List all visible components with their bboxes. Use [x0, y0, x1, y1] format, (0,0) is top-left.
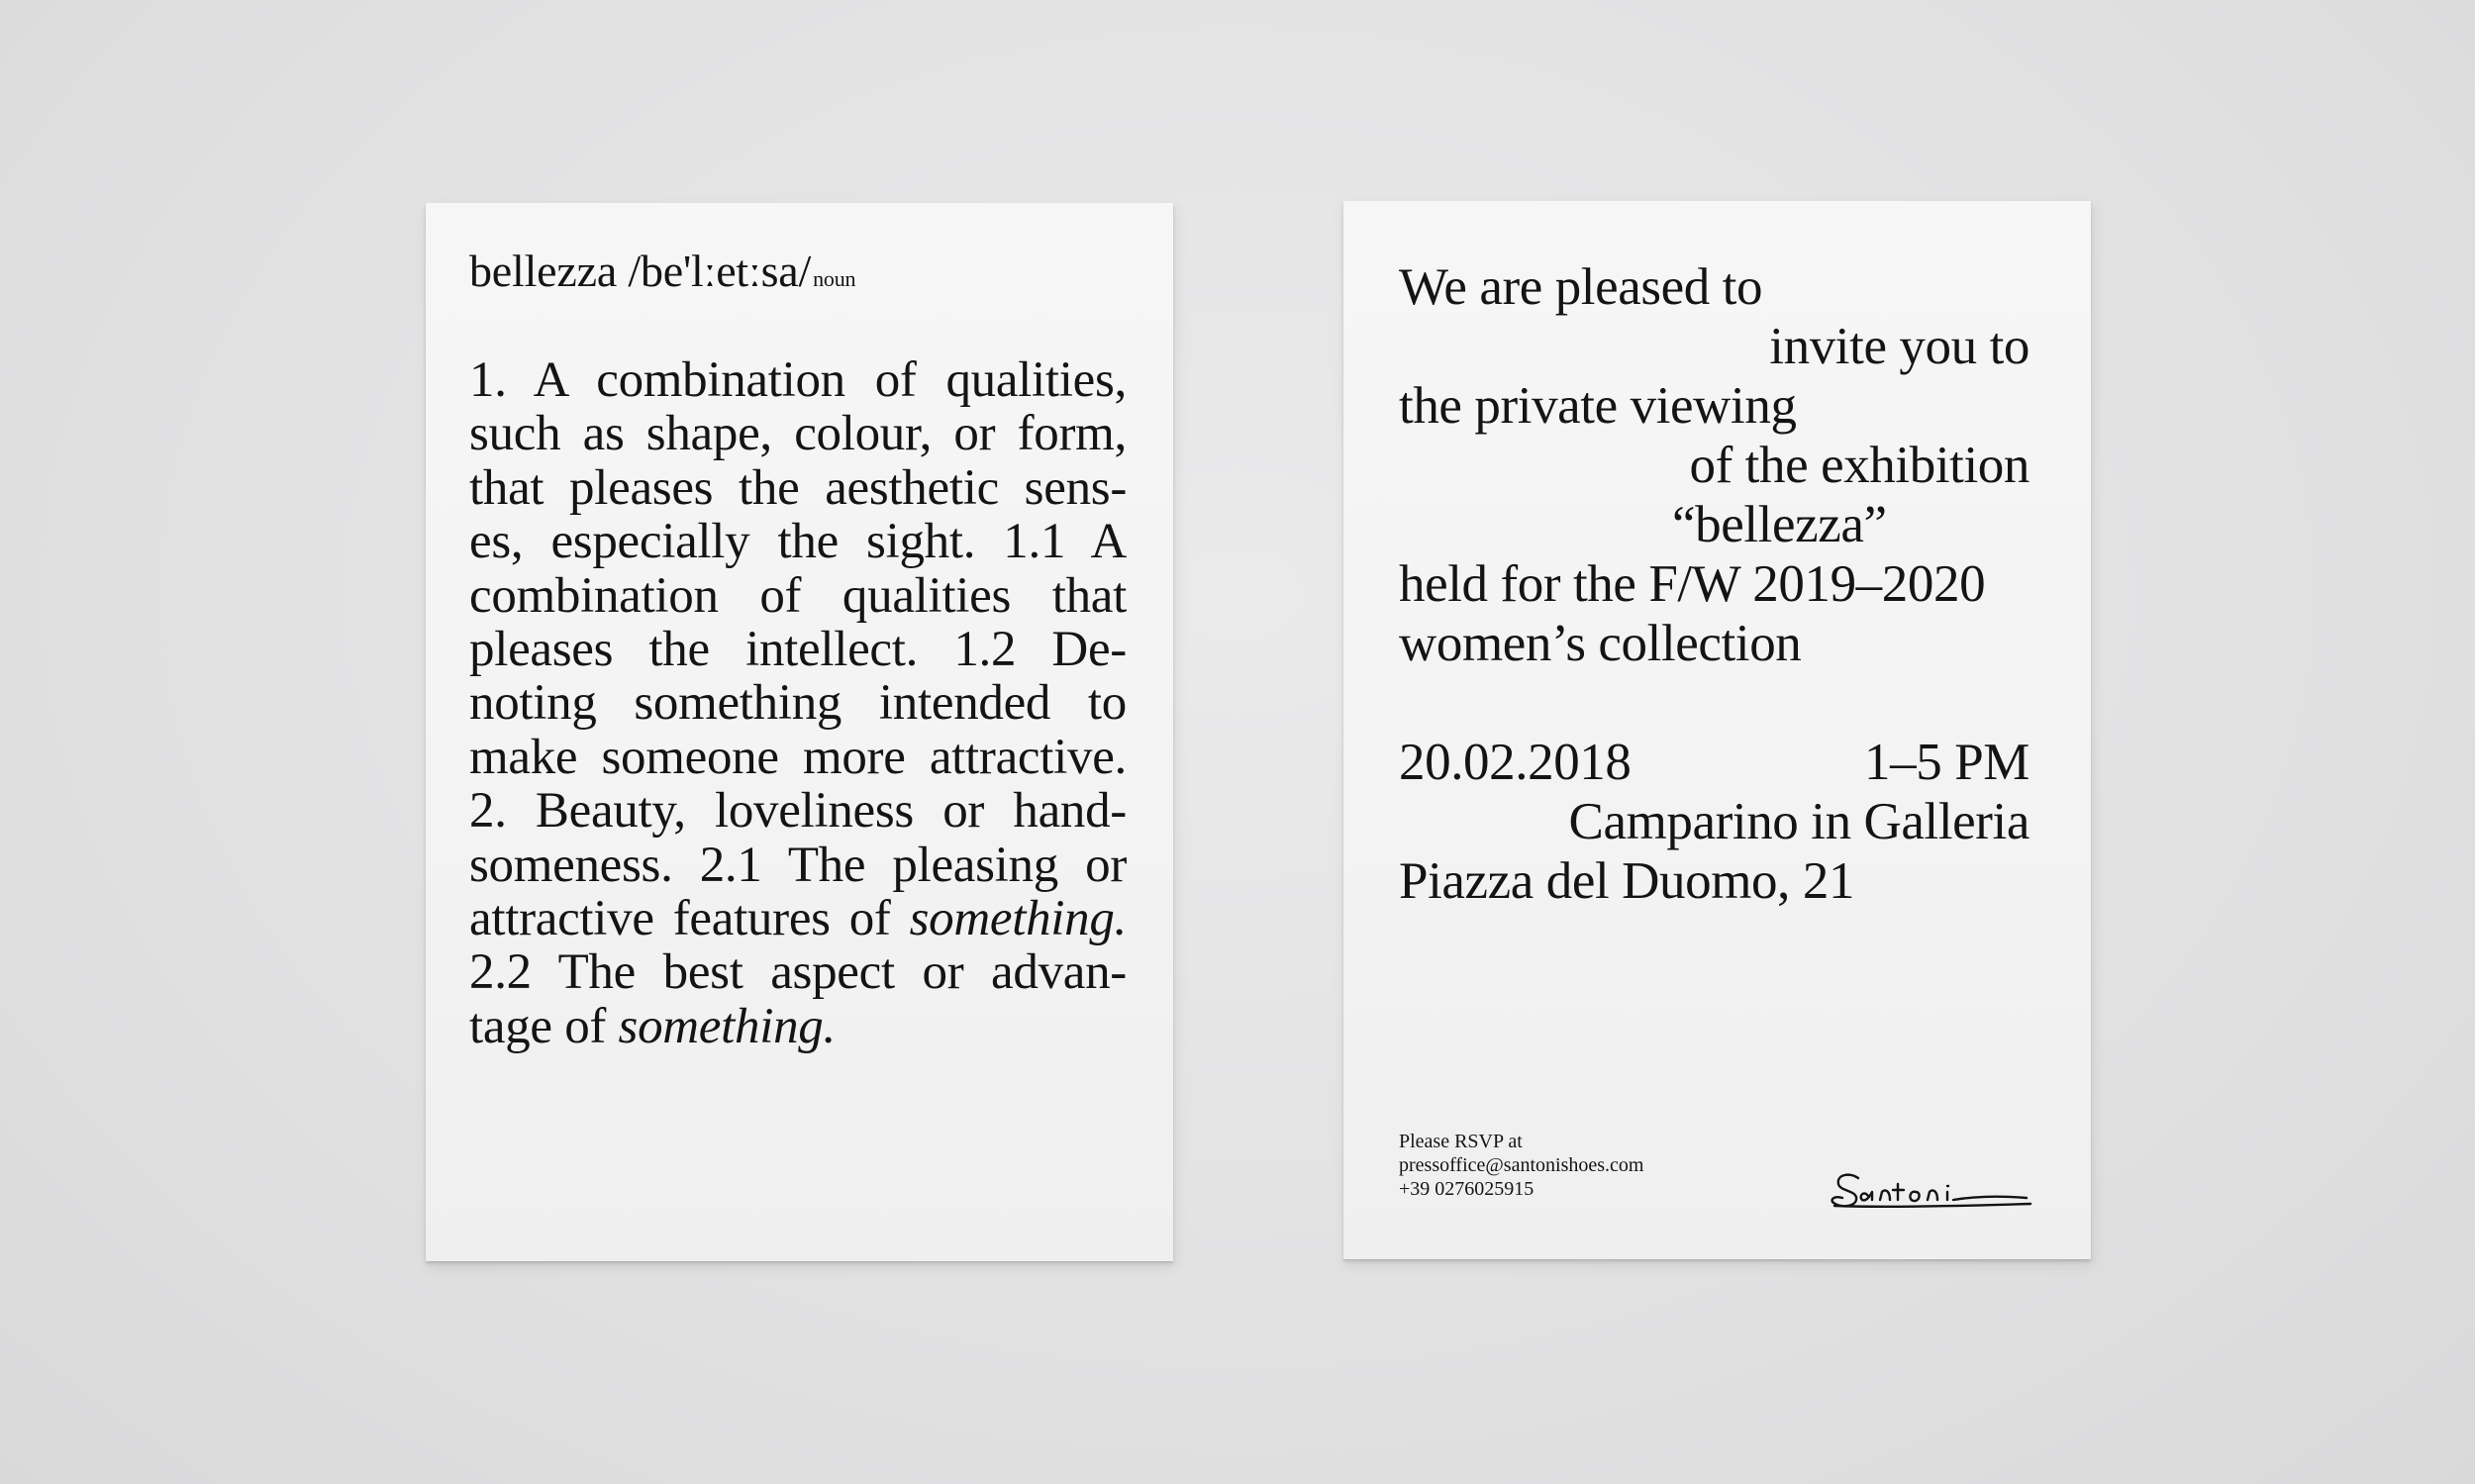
invitation-line: the private viewing	[1399, 377, 1797, 435]
invitation-line: held for the F/W 2019–2020	[1399, 555, 1986, 613]
invitation-line: of the exhibition	[1689, 437, 2030, 494]
definition-line: pleases the intellect. 1.2 De-	[469, 621, 1127, 677]
definition-line: that pleases the aesthetic sens-	[469, 459, 1127, 516]
definition-italic-word: something.	[909, 890, 1128, 946]
invitation-line: We are pleased to	[1399, 258, 1763, 316]
spacer	[1399, 673, 2030, 733]
definition-heading	[469, 243, 855, 308]
santoni-logo	[1829, 1166, 2036, 1216]
event-time: 1–5 PM	[1864, 734, 2030, 791]
definition-line-text: attractive features of	[469, 890, 891, 946]
definition-line	[469, 892, 1127, 945]
rsvp-phone: +39 0276025915	[1399, 1178, 1534, 1200]
definition-card	[426, 203, 1173, 1261]
definition-line: combination of qualities that	[469, 567, 1127, 624]
headword: bellezza	[469, 246, 618, 296]
definition-italic-word: something.	[618, 998, 836, 1054]
rsvp-email: pressoffice@santonishoes.com	[1399, 1154, 1644, 1176]
invitation-line: women’s collection	[1399, 615, 1802, 672]
event-venue: Camparino in Galleria	[1568, 793, 2030, 850]
definition-line: es, especially the sight. 1.1 A	[469, 514, 1127, 570]
event-date: 20.02.2018	[1399, 734, 1632, 791]
definition-line: 1. A combination of qualities,	[469, 352, 1127, 408]
exhibition-title: “bellezza”	[1672, 496, 1887, 553]
definition-line: 2. Beauty, loveliness or hand-	[469, 783, 1127, 840]
definition-line: make someone more attractive.	[469, 729, 1127, 785]
invitation-text	[1399, 257, 2030, 911]
definition-line: noting something intended to	[469, 675, 1127, 732]
event-address: Piazza del Duomo, 21	[1399, 852, 1855, 910]
definition-line: 2.2 The best aspect or advan-	[469, 944, 1127, 1001]
definition-line	[469, 1000, 1127, 1053]
invitation-card	[1343, 201, 2091, 1259]
pronunciation: /be'lːetːsa/	[628, 246, 812, 296]
definition-line: someness. 2.1 The pleasing or	[469, 837, 1127, 893]
date-time-row	[1399, 733, 2030, 792]
definition-body	[469, 353, 1127, 1053]
part-of-speech: noun	[813, 266, 856, 291]
invitation-line: invite you to	[1769, 318, 2030, 375]
rsvp-label: Please RSVP at	[1399, 1131, 1523, 1152]
definition-line-text: tage of	[469, 998, 607, 1054]
definition-line: such as shape, colour, or form,	[469, 406, 1127, 462]
rsvp-block	[1399, 1130, 1643, 1201]
